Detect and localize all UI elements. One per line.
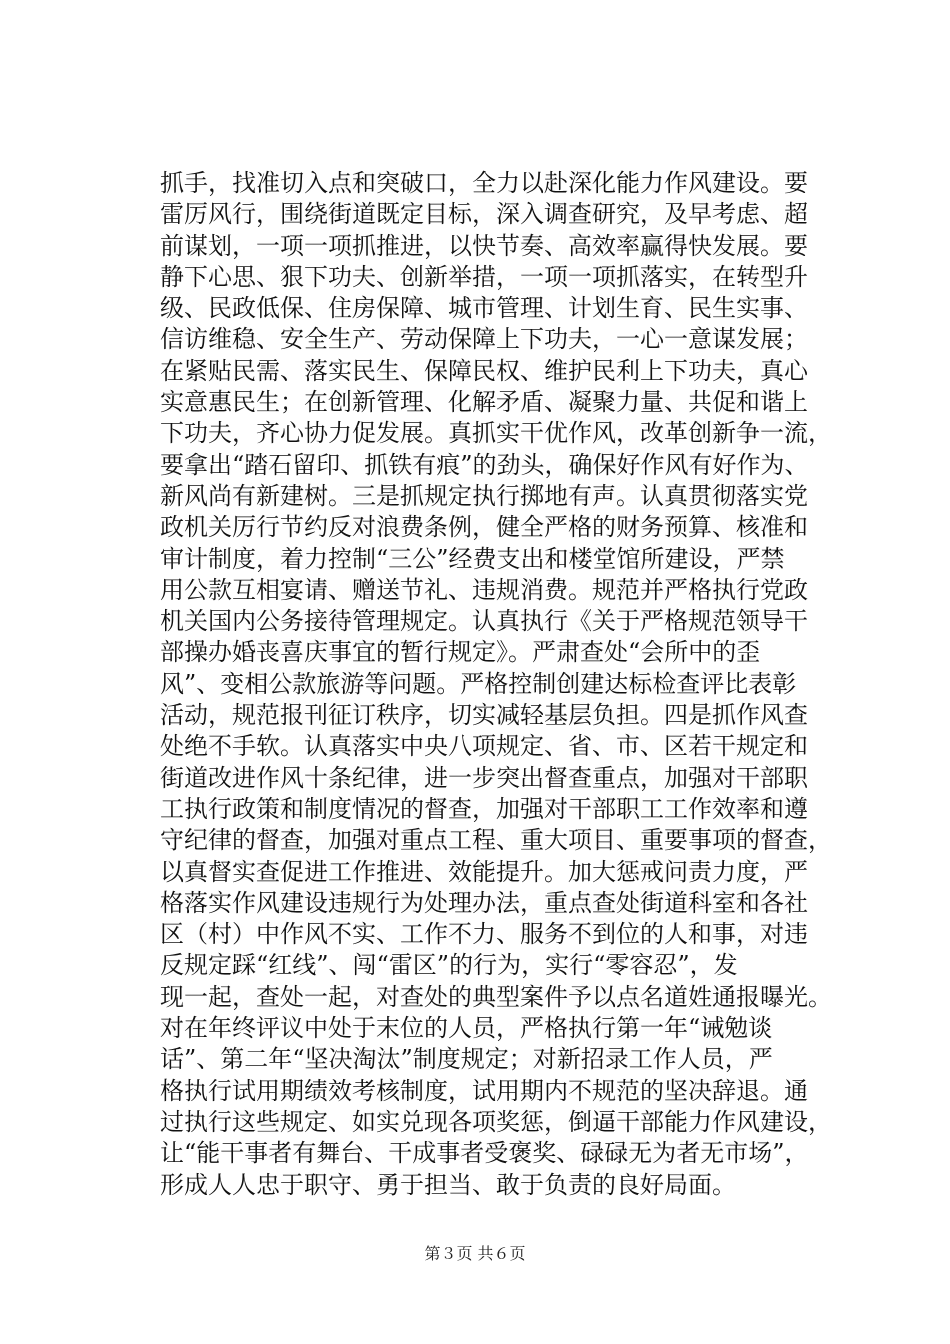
body-line: 反规定踩“红线”、闯“雷区”的行为，实行“零容忍”，发 bbox=[160, 951, 738, 980]
body-line: 雷厉风行，围绕街道既定目标，深入调查研究，及早考虑、超 bbox=[160, 200, 808, 229]
body-line: 下功夫，齐心协力促发展。真抓实干优作风，改革创新争一流， bbox=[160, 419, 832, 448]
body-line: 活动，规范报刊征订秩序，切实减轻基层负担。四是抓作风查 bbox=[160, 701, 808, 730]
body-line: 对在年终评议中处于末位的人员，严格执行第一年“诫勉谈 bbox=[160, 1014, 773, 1043]
body-line: 前谋划，一项一项抓推进，以快节奏、高效率赢得快发展。要 bbox=[160, 231, 808, 260]
body-line: 信访维稳、安全生产、劳动保障上下功夫，一心一意谋发展； bbox=[160, 325, 808, 354]
body-line: 过执行这些规定、如实兑现各项奖惩，倒逼干部能力作风建设， bbox=[160, 1107, 832, 1136]
body-line: 工执行政策和制度情况的督查，加强对干部职工工作效率和遵 bbox=[160, 794, 808, 823]
page-number-footer: 第３页 共６页 bbox=[424, 1244, 526, 1263]
body-line: 要拿出“踏石留印、抓铁有痕”的劲头，确保好作风有好作为、 bbox=[160, 450, 809, 479]
body-line: 格落实作风建设违规行为处理办法，重点查处街道科室和各社 bbox=[160, 888, 808, 917]
body-line: 在紧贴民需、落实民生、保障民权、维护民利上下功夫，真心 bbox=[160, 356, 808, 385]
body-line: 以真督实查促进工作推进、效能提升。加大惩戒问责力度，严 bbox=[160, 857, 808, 886]
body-line: 用公款互相宴请、赠送节礼、违规消费。规范并严格执行党政 bbox=[160, 575, 808, 604]
body-line: 现一起，查处一起，对查处的典型案件予以点名道姓通报曝光。 bbox=[160, 982, 832, 1011]
body-line: 抓手，找准切入点和突破口，全力以赴深化能力作风建设。要 bbox=[160, 169, 808, 197]
body-line: 处绝不手软。认真落实中央八项规定、省、市、区若干规定和 bbox=[160, 732, 808, 761]
body-line: 审计制度，着力控制“三公”经费支出和楼堂馆所建设，严禁 bbox=[160, 544, 785, 573]
body-line: 级、民政低保、住房保障、城市管理、计划生育、民生实事、 bbox=[160, 294, 808, 323]
document-body bbox=[160, 168, 860, 1201]
body-line: 政机关厉行节约反对浪费条例，健全严格的财务预算、核准和 bbox=[160, 513, 808, 542]
body-line: 部操办婚丧喜庆事宜的暂行规定》。严肃查处“会所中的歪 bbox=[160, 638, 761, 667]
body-line: 风”、变相公款旅游等问题。严格控制创建达标检查评比表彰 bbox=[160, 669, 797, 698]
body-line: 实意惠民生；在创新管理、化解矛盾、凝聚力量、共促和谐上 bbox=[160, 388, 808, 417]
body-line: 形成人人忠于职守、勇于担当、敢于负责的良好局面。 bbox=[160, 1170, 736, 1199]
body-line: 区（村）中作风不实、工作不力、服务不到位的人和事，对违 bbox=[160, 920, 808, 949]
body-line: 话”、第二年“坚决淘汰”制度规定；对新招录工作人员，严 bbox=[160, 1045, 773, 1074]
body-line: 街道改进作风十条纪律，进一步突出督查重点，加强对干部职 bbox=[160, 763, 808, 792]
body-line: 格执行试用期绩效考核制度，试用期内不规范的坚决辞退。通 bbox=[160, 1076, 808, 1105]
body-line: 新风尚有新建树。三是抓规定执行掷地有声。认真贯彻落实党 bbox=[160, 481, 808, 510]
body-line: 守纪律的督查，加强对重点工程、重大项目、重要事项的督查， bbox=[160, 826, 832, 855]
body-line: 机关国内公务接待管理规定。认真执行《关于严格规范领导干 bbox=[160, 607, 808, 636]
body-line: 让“能干事者有舞台、干成事者受褒奖、碌碌无为者无市场”， bbox=[160, 1139, 809, 1168]
body-line: 静下心思、狠下功夫、创新举措，一项一项抓落实，在转型升 bbox=[160, 262, 808, 291]
